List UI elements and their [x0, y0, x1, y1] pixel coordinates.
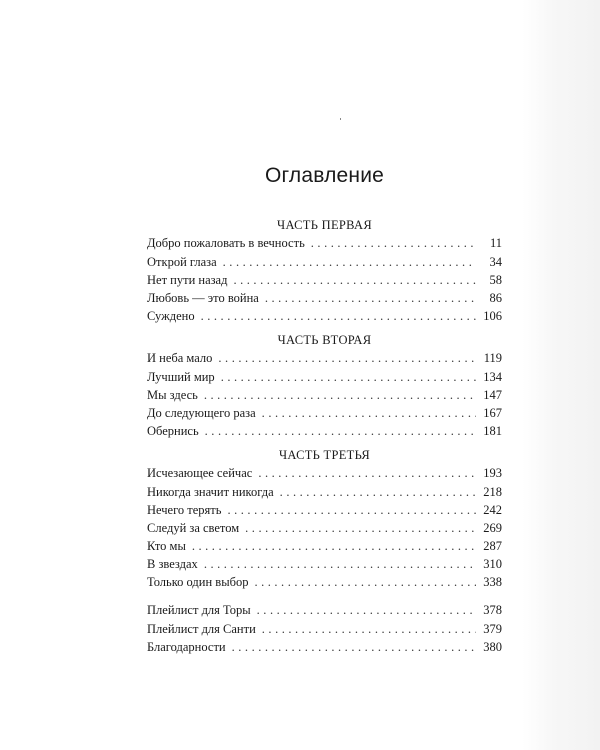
- toc-entry: [147, 236, 502, 253]
- toc-entry: [147, 485, 502, 502]
- leader-dots: [245, 521, 476, 536]
- entry-page: 11: [489, 236, 502, 250]
- entry-title: Никогда значит никогда: [147, 485, 274, 499]
- toc-entry: [147, 521, 502, 538]
- toc-entry: [147, 255, 502, 272]
- toc-entry: [147, 406, 502, 423]
- entry-page: 167: [483, 406, 502, 420]
- toc-entry: [147, 622, 502, 639]
- entry-page: 147: [483, 388, 502, 402]
- toc-entry: [147, 466, 502, 483]
- entry-title: Следуй за светом: [147, 521, 240, 535]
- entry-title: Исчезающее сейчас: [147, 466, 253, 480]
- part-heading-1: ЧАСТЬ ПЕРВАЯ: [277, 218, 372, 232]
- entry-title: Плейлист для Санти: [147, 622, 256, 636]
- entry-title: Лучший мир: [147, 370, 215, 384]
- entry-title: Мы здесь: [147, 388, 198, 402]
- toc-entry: [147, 273, 502, 290]
- leader-dots: [254, 575, 476, 590]
- entry-title: До следующего раза: [147, 406, 256, 420]
- leader-dots: [257, 603, 476, 618]
- leader-dots: [221, 370, 476, 385]
- entry-page: 287: [483, 539, 502, 553]
- entry-page: 86: [489, 291, 502, 305]
- part-heading-2: ЧАСТЬ ВТОРАЯ: [277, 333, 372, 347]
- part-heading-3: ЧАСТЬ ТРЕТЬЯ: [278, 448, 371, 462]
- toc-entry: [147, 503, 502, 520]
- entry-page: 378: [483, 603, 502, 617]
- entry-title: В звездах: [147, 557, 198, 571]
- print-speck: [340, 118, 341, 120]
- leader-dots: [201, 309, 476, 324]
- toc-entry: [147, 575, 502, 592]
- toc-entry: [147, 539, 502, 556]
- toc-title: Оглавление: [264, 164, 385, 187]
- toc-entry: [147, 370, 502, 387]
- entry-page: 310: [483, 557, 502, 571]
- toc-entry: [147, 351, 502, 368]
- entry-title: Плейлист для Торы: [147, 603, 251, 617]
- leader-dots: [192, 539, 476, 554]
- entry-page: 380: [483, 640, 502, 654]
- leader-dots: [223, 255, 476, 270]
- leader-dots: [205, 424, 476, 439]
- entry-page: 34: [489, 255, 502, 269]
- toc-entry: [147, 557, 502, 574]
- entry-title: Любовь — это война: [147, 291, 259, 305]
- toc-entry: [147, 640, 502, 657]
- entry-page: 242: [483, 503, 502, 517]
- leader-dots: [232, 640, 476, 655]
- entry-page: 338: [483, 575, 502, 589]
- leader-dots: [204, 388, 476, 403]
- leader-dots: [262, 622, 476, 637]
- leader-dots: [262, 406, 476, 421]
- entry-title: Нет пути назад: [147, 273, 228, 287]
- entry-page: 134: [483, 370, 502, 384]
- entry-title: Суждено: [147, 309, 195, 323]
- toc-entry: [147, 424, 502, 441]
- leader-dots: [265, 291, 476, 306]
- entry-page: 379: [483, 622, 502, 636]
- toc-entry: [147, 388, 502, 405]
- entry-title: Открой глаза: [147, 255, 217, 269]
- leader-dots: [258, 466, 476, 481]
- entry-page: 218: [483, 485, 502, 499]
- entry-title: И неба мало: [147, 351, 213, 365]
- entry-page: 181: [483, 424, 502, 438]
- leader-dots: [204, 557, 476, 572]
- entry-title: Благодарности: [147, 640, 226, 654]
- entry-page: 193: [483, 466, 502, 480]
- leader-dots: [280, 485, 476, 500]
- leader-dots: [233, 273, 476, 288]
- entry-page: 269: [483, 521, 502, 535]
- toc-entry: [147, 603, 502, 620]
- leader-dots: [311, 236, 476, 251]
- leader-dots: [227, 503, 476, 518]
- entry-page: 119: [483, 351, 502, 365]
- toc-entry: [147, 309, 502, 326]
- entry-title: Обернись: [147, 424, 199, 438]
- entry-title: Добро пожаловать в вечность: [147, 236, 305, 250]
- leader-dots: [218, 351, 476, 366]
- entry-page: 106: [483, 309, 502, 323]
- entry-title: Кто мы: [147, 539, 186, 553]
- page-edge-shadow: [522, 0, 600, 750]
- entry-page: 58: [489, 273, 502, 287]
- entry-title: Только один выбор: [147, 575, 249, 589]
- toc-entry: [147, 291, 502, 308]
- entry-title: Нечего терять: [147, 503, 222, 517]
